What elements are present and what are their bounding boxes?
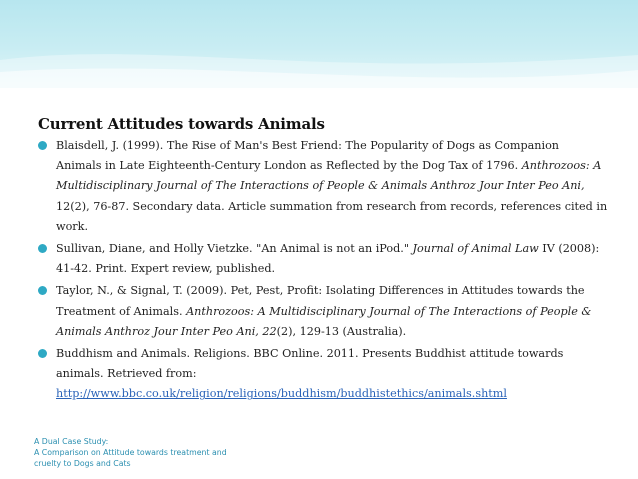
header-band (0, 0, 638, 88)
bullet-icon (38, 286, 47, 295)
footer-line: A Comparison on Attitude towards treatment and (34, 448, 227, 457)
bullet-icon (38, 349, 47, 358)
reference-list (38, 136, 608, 407)
reference-text: 12(2), 76-87. Secondary data. Article summation from research from records, references cited in work. (56, 199, 608, 233)
reference-text: (2), 129-13 (Australia). (276, 324, 407, 338)
wave-decoration (0, 0, 638, 88)
reference-text: Sullivan, Diane, and Holly Vietzke. "An Animal is not an iPod." (56, 242, 413, 256)
list-item (38, 281, 608, 342)
slide-title: Current Attitudes towards Animals (38, 115, 325, 133)
bullet-icon (38, 244, 47, 253)
footer-caption (34, 436, 274, 469)
bbc-link[interactable]: http://www.bbc.co.uk/religion/religions/buddhism/buddhistethics/animals.shtml (56, 387, 507, 401)
list-item (38, 136, 608, 237)
reference-text: Blaisdell, J. (1999). The Rise of Man's Best Friend: The Popularity of Dogs as Companion Animals in Late Eighteenth-Century London as Reflected by the Dog Tax of 1796. (56, 139, 560, 173)
reference-text: Buddhism and Animals. Religions. BBC Online. 2011. Presents Buddhist attitude towards animals. Retrieved from: (56, 347, 564, 381)
bullet-icon (38, 141, 47, 150)
footer-line: A Dual Case Study: (34, 437, 109, 446)
reference-text: IV (2008): 41-42. Print. Expert review, published. (56, 242, 600, 276)
list-item (38, 239, 608, 279)
reference-text: Taylor, N., & Signal, T. (2009). Pet, Pest, Profit: Isolating Differences in Attitudes towards the Treatment of Animals. (56, 284, 585, 318)
journal-title: Journal of Animal Law (412, 242, 539, 256)
list-item (38, 344, 608, 405)
journal-title: Anthrozoos: A Multidisciplinary Journal of The Interactions of People & Animals Anthroz Jour Inter Peo Ani, (56, 159, 602, 193)
footer-line: cruelty to Dogs and Cats (34, 459, 131, 468)
journal-title: Anthrozoos: A Multidisciplinary Journal of The Interactions of People & Animals Anthroz Jour Inter Peo Ani, 22 (56, 304, 592, 338)
